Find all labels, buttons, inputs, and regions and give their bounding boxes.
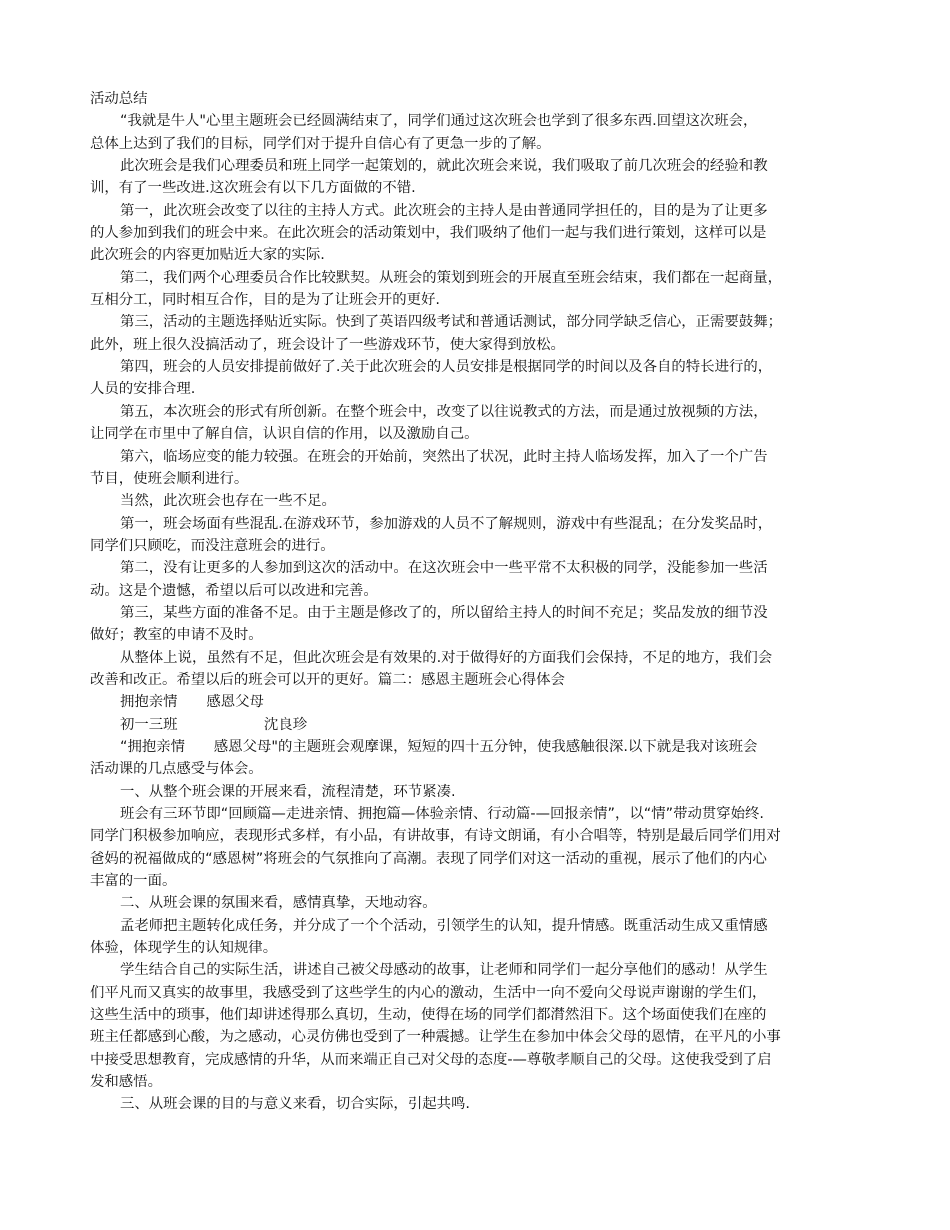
text-line: 当然，此次班会也存在一些不足。 (120, 493, 336, 510)
text-line: 同学们只顾吃，而没注意班会的进行。 (90, 537, 335, 554)
document-body (90, 88, 880, 1116)
text-line: 第三，某些方面的准备不足。由于主题是修改了的，所以留给主持人的时间不充足；奖品发放的细节没 (120, 604, 768, 621)
text-line: 活动课的几点感受与体会。 (90, 761, 263, 778)
text-line: 第一，班会场面有些混乱.在游戏环节，参加游戏的人员不了解规则，游戏中有些混乱；在分发奖品时， (120, 515, 773, 532)
text-line: 发和感悟。 (90, 1074, 162, 1091)
text-line: 三、从班会课的目的与意义来看，切合实际，引起共鸣. (120, 1096, 470, 1113)
text-line: 学生结合自己的实际生活，讲述自己被父母感动的故事，让老师和同学们一起分享他们的感动！从学生 (120, 962, 768, 979)
text-line: 第一，此次班会改变了以往的主持人方式。此次班会的主持人是由普通同学担任的，目的是为了让更多 (120, 202, 768, 219)
text-line: “拥抱亲情 感恩父母"的主题班会观摩课，短短的四十五分钟，使我感触很深.以下就是我对该班会 (120, 738, 758, 755)
text-line: 爸妈的祝福做成的“感恩树”将班会的气氛推向了高潮。表现了同学们对这一活动的重视，展示了他们的内心 (90, 850, 767, 867)
text-line: 总体上达到了我们的目标，同学们对于提升自信心有了更急一步的了解。 (90, 135, 551, 152)
text-line: 此次班会的内容更加贴近大家的实际. (90, 247, 325, 264)
text-line: 丰富的一面。 (90, 873, 177, 890)
text-line: 中接受思想教育，完成感情的升华，从而来端正自己对父母的态度-—尊敬孝顺自己的父母。这使我受到了启 (90, 1051, 772, 1068)
text-line: 们平凡而又真实的故事里，我感受到了这些学生的内心的激动，生活中一向不爱向父母说声谢谢的学生们， (90, 984, 767, 1001)
text-line: 第二，我们两个心理委员合作比较默契。从班会的策划到班会的开展直至班会结束，我们都在一起商量， (120, 269, 782, 286)
text-line: 动。这是个遗憾，希望以后可以改进和完善。 (90, 582, 378, 599)
text-line: 这些生活中的琐事，他们却讲述得那么真切，生动，使得在场的同学们都潸然泪下。这个场面使我们在座的 (90, 1007, 767, 1024)
text-line: “我就是牛人"心里主题班会已经圆满结束了，同学们通过这次班会也学到了很多东西.回望这次班会， (120, 113, 758, 130)
text-line: 同学门积极参加响应，表现形式多样，有小品，有讲故事，有诗文朗诵，有小合唱等，特别是最后同学们用对 (90, 828, 781, 845)
text-line: 班会有三环节即“回顾篇—走进亲情、拥抱篇—体验亲情、行动篇-—回报亲情”，以“情”带动贯穿始终. (120, 806, 764, 822)
text-line: 的人参加到我们的班会中来。在此次班会的活动策划中，我们吸纳了他们一起与我们进行策划，这样可以是 (90, 225, 767, 242)
text-line: 做好；教室的申请不及时。 (90, 627, 263, 644)
text-line: 拥抱亲情 感恩父母 (120, 694, 264, 711)
text-line: 让同学在市里中了解自信，认识自信的作用，以及激励自己。 (90, 426, 479, 443)
text-line: 训，有了一些改进.这次班会有以下几方面做的不错. (90, 180, 416, 197)
text-line: 改善和改正。希望以后的班会可以开的更好。篇二：感恩主题班会心得体会 (90, 671, 565, 688)
text-line: 第五，本次班会的形式有所创新。在整个班会中，改变了以往说教式的方法，而是通过放视频的方法， (120, 403, 768, 420)
text-line: 体验，体现学生的认知规律。 (90, 940, 278, 957)
text-line: 二、从班会课的氛围来看，感情真挚，天地动容。 (120, 895, 437, 912)
text-line: 初一三班 沈良珍 (120, 716, 308, 733)
text-line: 第三，活动的主题选择贴近实际。快到了英语四级考试和普通话测试，部分同学缺乏信心，正需要鼓舞； (120, 314, 782, 331)
text-line: 第四，班会的人员安排提前做好了.关于此次班会的人员安排是根据同学的时间以及各自的特长进行的， (120, 359, 773, 376)
text-line: 人员的安排合理. (90, 381, 196, 398)
text-line: 互相分工，同时相互合作，目的是为了让班会开的更好. (90, 292, 440, 309)
text-line: 第二，没有让更多的人参加到这次的活动中。在这次班会中一些平常不太积极的同学，没能参加一些活 (120, 560, 768, 577)
text-line: 第六，临场应变的能力较强。在班会的开始前，突然出了状况，此时主持人临场发挥，加入了一个广告 (120, 448, 768, 465)
text-line: 此次班会是我们心理委员和班上同学一起策划的，就此次班会来说，我们吸取了前几次班会的经验和教 (120, 158, 768, 175)
text-line: 班主任都感到心酸，为之感动，心灵仿佛也受到了一种震撼。让学生在参加中体会父母的恩情，在平凡的小事 (90, 1029, 781, 1046)
text-line: 从整体上说，虽然有不足，但此次班会是有效果的.对于做得好的方面我们会保持，不足的地方，我们会 (120, 649, 773, 666)
text-line: 节目，使班会顺利进行。 (90, 470, 249, 487)
text-line: 一、从整个班会课的开展来看，流程清楚，环节紧凑. (120, 783, 456, 800)
text-line: 孟老师把主题转化成任务，并分成了一个个活动，引领学生的认知，提升情感。既重活动生成又重情感 (120, 917, 768, 934)
document-title: 活动总结 (90, 91, 148, 107)
text-line: 此外，班上很久没搞活动了，班会设计了一些游戏环节，使大家得到放松。 (90, 336, 565, 353)
